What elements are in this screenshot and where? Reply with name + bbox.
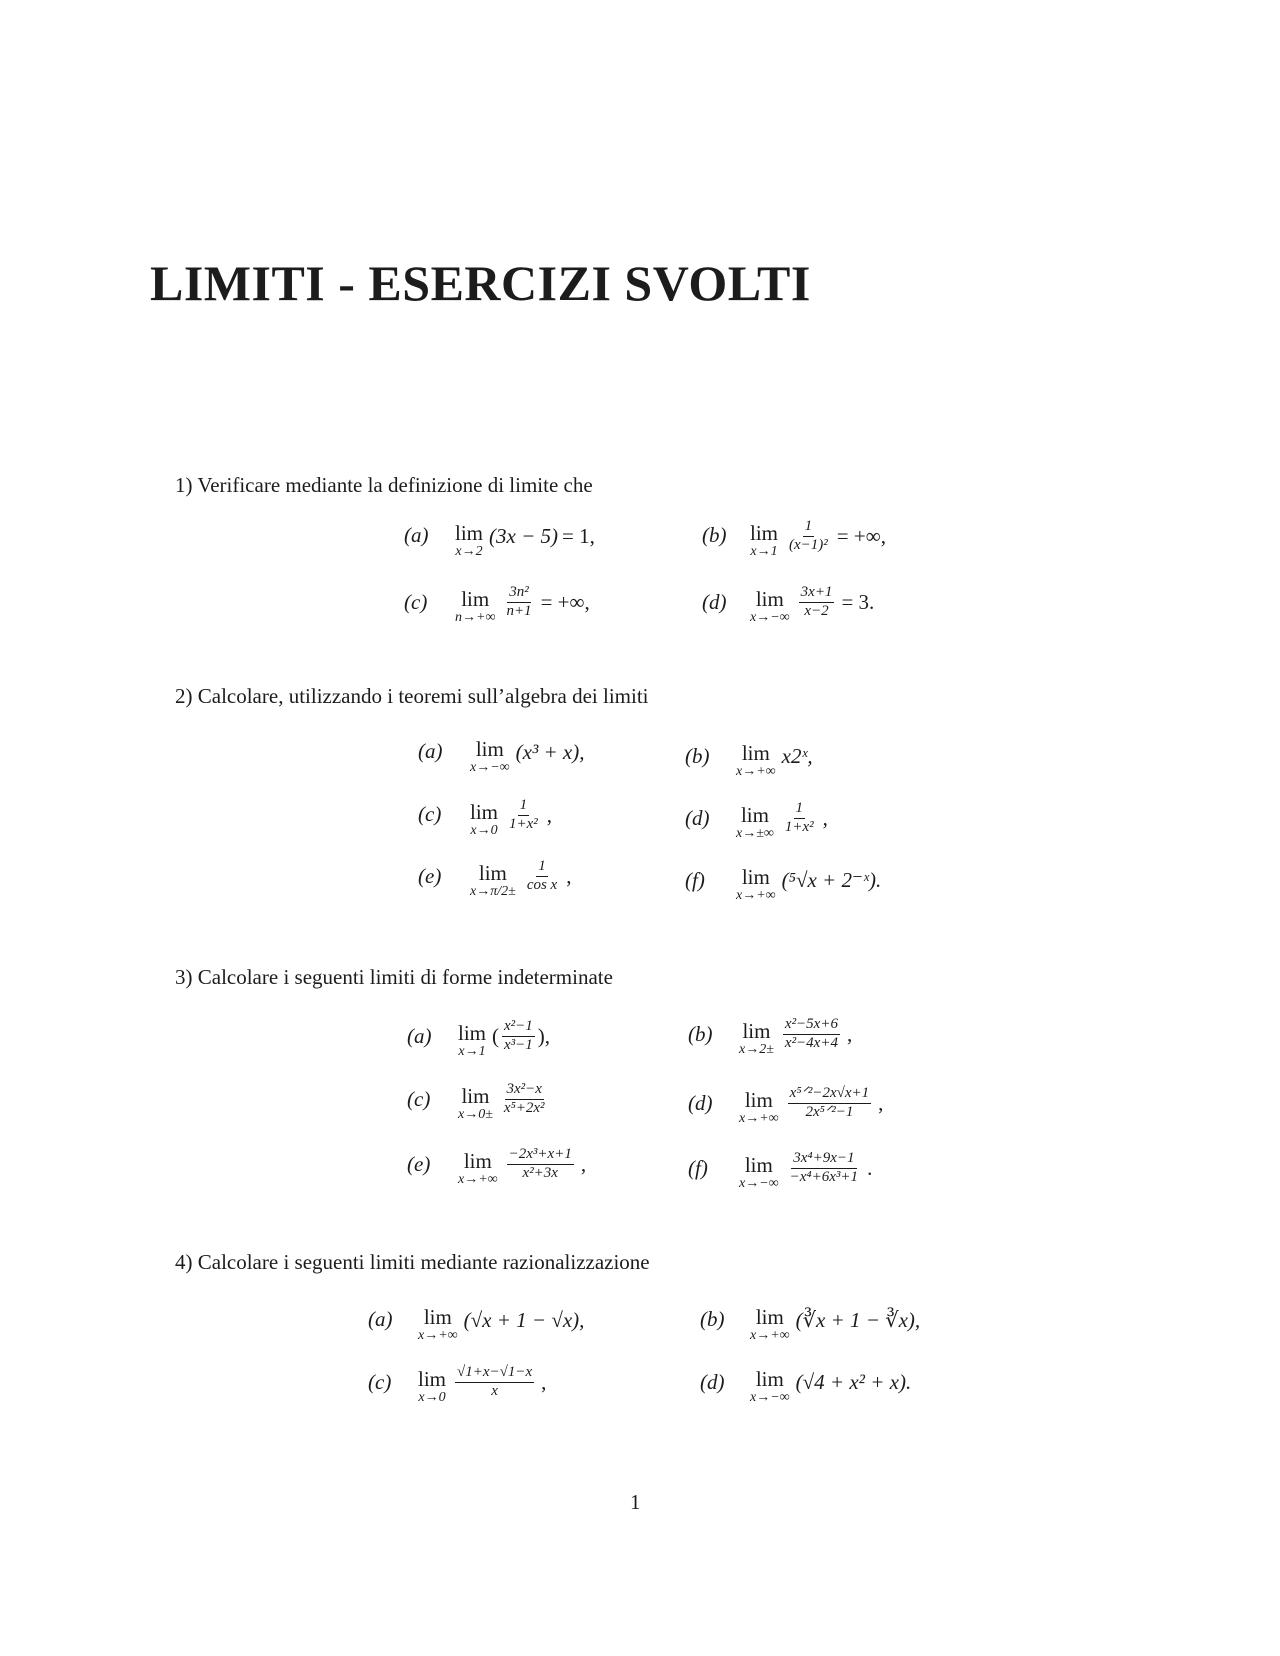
limit-operator: lim x→1: [750, 521, 779, 559]
ex2-f-label: (f): [685, 868, 705, 892]
ex2-f-expr: [736, 862, 882, 903]
limit-operator: lim x→−∞: [750, 587, 790, 625]
open-paren: (: [492, 1023, 500, 1048]
limit-fraction: $\frac{\text{3x²−x}}{\text{x⁵+2x²}}$: [503, 1081, 545, 1116]
limit-fraction: $\frac{\text{x²−5x+6}}{\text{x²−4x+4}}$: [784, 1016, 838, 1051]
limit-fraction: $\frac{\text{−2x³+x+1}}{\text{x²+3x}}$: [508, 1146, 572, 1181]
ex3-e-expr: [458, 1146, 587, 1187]
ex3-e-label: (e): [407, 1152, 431, 1176]
ex2-d-label: (d): [685, 806, 710, 830]
ex1-a-expr: [455, 518, 595, 559]
ex1-c-label: (c): [404, 590, 428, 614]
exercise-4-heading: 4) Calcolare i seguenti limiti mediante razionalizzazione: [175, 1250, 650, 1274]
limit-fraction: $\frac{1}{\text{1+x²}}$: [509, 797, 538, 832]
ex2-d-expr: [736, 800, 828, 841]
limit-tail: ,: [878, 1090, 884, 1115]
limit-fraction: $\frac{√1+x-√1-x}{x}$: [457, 1364, 533, 1399]
limit-tail: ,: [846, 1021, 853, 1046]
ex4-a-expr: [418, 1302, 585, 1343]
limit-operator: lim x→−∞: [750, 1367, 790, 1405]
ex3-a-expr: [458, 1018, 551, 1059]
limit-operator: lim x→+∞: [739, 1088, 779, 1126]
limit-operator: lim x→2±: [739, 1019, 774, 1057]
limit-operator: lim x→+∞: [736, 865, 776, 903]
ex4-d-expr: [750, 1364, 912, 1405]
ex1-c-expr: [455, 584, 590, 625]
limit-fraction: $\frac{3x+1}{x-2}$: [800, 584, 833, 619]
exercise-2-heading: 2) Calcolare, utilizzando i teoremi sull’algebra dei limiti: [175, 684, 649, 708]
limit-tail: ,: [546, 802, 553, 827]
limit-body: (∛x + 1 − ∛x),: [795, 1307, 921, 1332]
document-title: LIMITI - ESERCIZI SVOLTI: [150, 255, 811, 311]
limit-operator: lim x→±∞: [736, 803, 774, 841]
limit-operator: lim x→0: [470, 800, 499, 838]
page-number: 1: [630, 1490, 641, 1514]
limit-fraction: $\frac{1}{\text{(x−1)²}}$: [789, 518, 828, 553]
ex3-a-label: (a): [407, 1024, 432, 1048]
limit-tail: ,: [580, 1151, 587, 1176]
limit-body: (⁵√x + 2⁻ˣ).: [781, 867, 882, 892]
limit-tail: = 1,: [562, 523, 595, 548]
ex3-f-label: (f): [688, 1156, 708, 1180]
limit-fraction: $\frac{\text{3x⁴+9x−1}}{\text{−x⁴+6x³+1}}$: [789, 1150, 859, 1185]
limit-body: (3x − 5): [489, 523, 558, 548]
limit-operator: lim x→+∞: [750, 1305, 790, 1343]
limit-tail: = +∞,: [540, 589, 590, 614]
ex2-c-label: (c): [418, 802, 442, 826]
limit-fraction: $\frac{1}{\text{1+x²}}$: [784, 800, 814, 835]
limit-body: (√x + 1 − √x),: [463, 1307, 585, 1332]
limit-body: (√4 + x² + x).: [795, 1369, 912, 1394]
limit-fraction: $\frac{1}{\text{cos x}}$: [526, 858, 558, 893]
ex1-d-expr: [750, 584, 875, 625]
ex1-b-label: (b): [702, 523, 727, 547]
ex1-b-expr: [750, 518, 886, 559]
exercise-3-heading: 3) Calcolare i seguenti limiti di forme indeterminate: [175, 965, 613, 989]
ex4-c-label: (c): [368, 1370, 392, 1394]
ex3-d-expr: [739, 1085, 884, 1126]
limit-body: (x³ + x),: [515, 739, 585, 764]
ex4-b-expr: [750, 1302, 921, 1343]
ex1-a-label: (a): [404, 523, 429, 547]
ex2-c-expr: [470, 797, 553, 838]
ex3-c-label: (c): [407, 1087, 431, 1111]
limit-fraction: $\frac{\text{3n²}}{n+1}$: [506, 584, 532, 619]
limit-tail: ),: [537, 1023, 551, 1048]
ex4-c-expr: [418, 1364, 547, 1405]
ex4-a-label: (a): [368, 1307, 393, 1331]
limit-tail: ,: [566, 863, 572, 888]
limit-fraction: $\frac{\text{x⁵ᐟ²−2x√x+1}}{\text{2x⁵ᐟ²−1}}$: [789, 1085, 870, 1120]
limit-operator: lim x→1: [458, 1021, 487, 1059]
ex3-b-expr: [739, 1016, 853, 1057]
limit-body: x2ˣ,: [781, 743, 813, 768]
limit-operator: lim x→0: [418, 1367, 447, 1405]
ex3-b-label: (b): [688, 1022, 713, 1046]
limit-operator: lim x→+∞: [418, 1305, 458, 1343]
limit-operator: lim n→+∞: [455, 587, 496, 625]
limit-operator: lim x→+∞: [736, 741, 776, 779]
limit-operator: lim x→0±: [458, 1084, 493, 1122]
ex3-c-expr: [458, 1081, 550, 1122]
limit-operator: lim x→+∞: [458, 1149, 498, 1187]
limit-fraction: $\frac{\text{x²−1}}{\text{x³−1}}$: [504, 1018, 533, 1053]
limit-operator: lim x→−∞: [470, 737, 510, 775]
ex3-d-label: (d): [688, 1091, 713, 1115]
ex2-a-label: (a): [418, 739, 443, 763]
limit-tail: = +∞,: [836, 523, 886, 548]
ex2-e-expr: [470, 858, 572, 899]
ex2-b-expr: [736, 738, 813, 779]
limit-operator: lim x→π/2±: [470, 861, 516, 899]
limit-tail: = 3.: [841, 589, 875, 614]
ex2-e-label: (e): [418, 864, 442, 888]
ex1-d-label: (d): [702, 590, 727, 614]
limit-tail: ,: [541, 1369, 547, 1394]
limit-tail: ,: [822, 805, 828, 830]
ex4-b-label: (b): [700, 1307, 725, 1331]
ex4-d-label: (d): [700, 1370, 725, 1394]
limit-operator: lim x→−∞: [739, 1153, 779, 1191]
ex2-a-expr: [470, 734, 585, 775]
limit-tail: .: [867, 1155, 873, 1180]
limit-operator: lim x→2: [455, 521, 484, 559]
ex2-b-label: (b): [685, 744, 710, 768]
exercise-1-heading: 1) Verificare mediante la definizione di limite che: [175, 473, 593, 497]
ex3-f-expr: [739, 1150, 873, 1191]
